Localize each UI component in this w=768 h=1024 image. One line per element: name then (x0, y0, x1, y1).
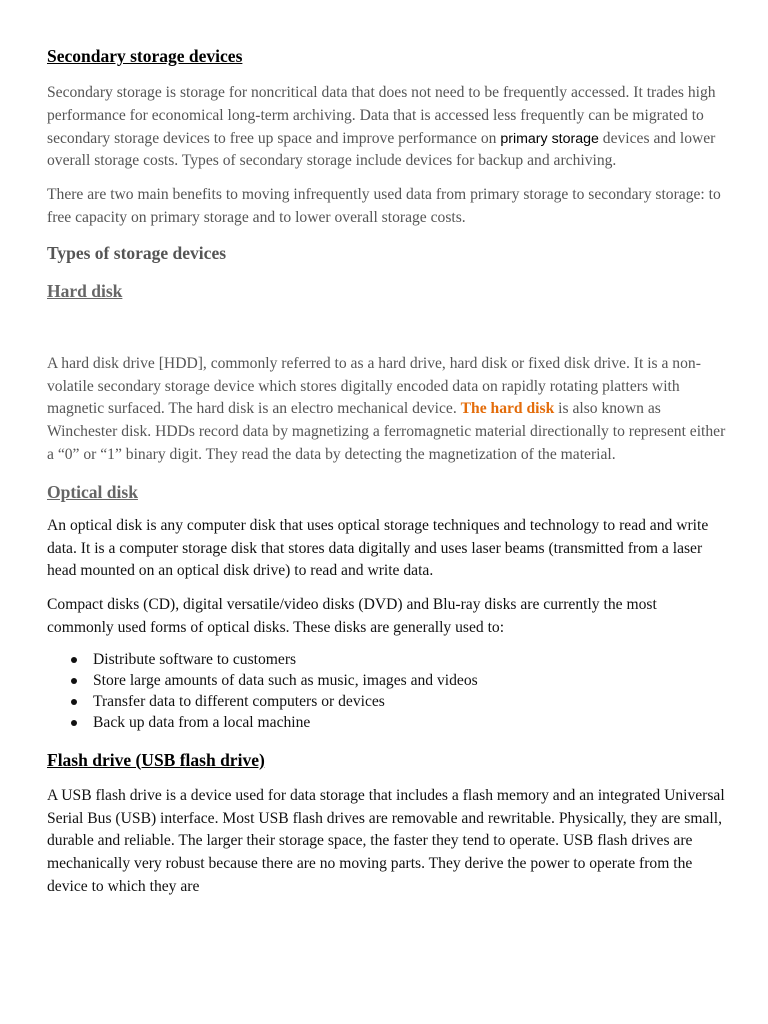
paragraph-text: Secondary storage is storage for noncritical data that does not need to be frequently accessed. It trades high performance for economical long-term archiving. Data that is accessed less frequently can be migrated to secondary storage devices to free up space and improve performance on (47, 84, 716, 147)
heading-flash-drive: Flash drive (USB flash drive) (47, 749, 265, 770)
list-item (47, 691, 727, 712)
list-item-text: Distribute software to customers (93, 650, 297, 668)
bullet-icon (71, 699, 77, 705)
primary-storage-link[interactable]: primary storage (500, 130, 599, 147)
paragraph-hard-disk (47, 353, 727, 467)
paragraph-optical-disk-2: Compact disks (CD), digital versatile/video disks (DVD) and Blu-ray disks are currently the most commonly used forms of optical disks. These disks are generally used to: (47, 596, 657, 636)
bullet-icon (71, 678, 77, 684)
paragraph-optical-disk-1: An optical disk is any computer disk that uses optical storage techniques and technology to read and write data. It is a computer storage disk that stores data digitally and uses laser beams (transmitted from a laser head mounted on an optical disk drive) to read and write data. (47, 516, 709, 580)
heading-optical-disk: Optical disk (47, 481, 138, 502)
bullet-icon (71, 720, 77, 726)
section-title-secondary-storage: Secondary storage devices (47, 46, 243, 66)
paragraph-benefits: There are two main benefits to moving infrequently used data from primary storage to secondary storage: to free capacity on primary storage and to lower overall storage costs. (47, 186, 721, 226)
list-item (47, 712, 727, 733)
paragraph-text: A hard disk drive [HDD], commonly referred to as a hard drive, hard disk or fixed disk drive. It is a non-volatile secondary storage device which stores digitally encoded data on rapidly rotating platters with magnetic surfaced. The hard disk is an electro mechanical device. (47, 354, 701, 418)
optical-disk-uses-list (47, 649, 727, 733)
heading-types-of-storage: Types of storage devices (47, 242, 227, 263)
paragraph-text: is also known as Winchester disk. HDDs record data by magnetizing a ferromagnetic material directionally to represent either a “0” or “1” binary digit. They read the data by detecting the magnetization of the material. (47, 400, 726, 463)
list-item-text: Transfer data to different computers or devices (93, 692, 385, 710)
list-item (47, 649, 727, 670)
paragraph-secondary-storage-intro (47, 82, 727, 173)
list-item-text: Store large amounts of data such as music, images and videos (93, 671, 478, 689)
list-item (47, 670, 727, 691)
paragraph-text: devices and lower overall storage costs. Types of secondary storage include devices for backup and archiving. (47, 129, 716, 170)
the-hard-disk-link[interactable]: The hard disk (460, 400, 555, 418)
paragraph-flash-drive: A USB flash drive is a device used for data storage that includes a flash memory and an integrated Universal Serial Bus (USB) interface. Most USB flash drives are removable and rewritable. Physically, they are small, durable and reliable. The larger their storage space, the faster they tend to operate. USB flash drives are mechanically very robust because there are no moving parts. They derive the power to operate from the device to which they are (47, 786, 725, 895)
heading-hard-disk: Hard disk (47, 280, 123, 301)
bullet-icon (71, 657, 77, 663)
document-page (47, 44, 727, 899)
list-item-text: Back up data from a local machine (93, 713, 311, 731)
